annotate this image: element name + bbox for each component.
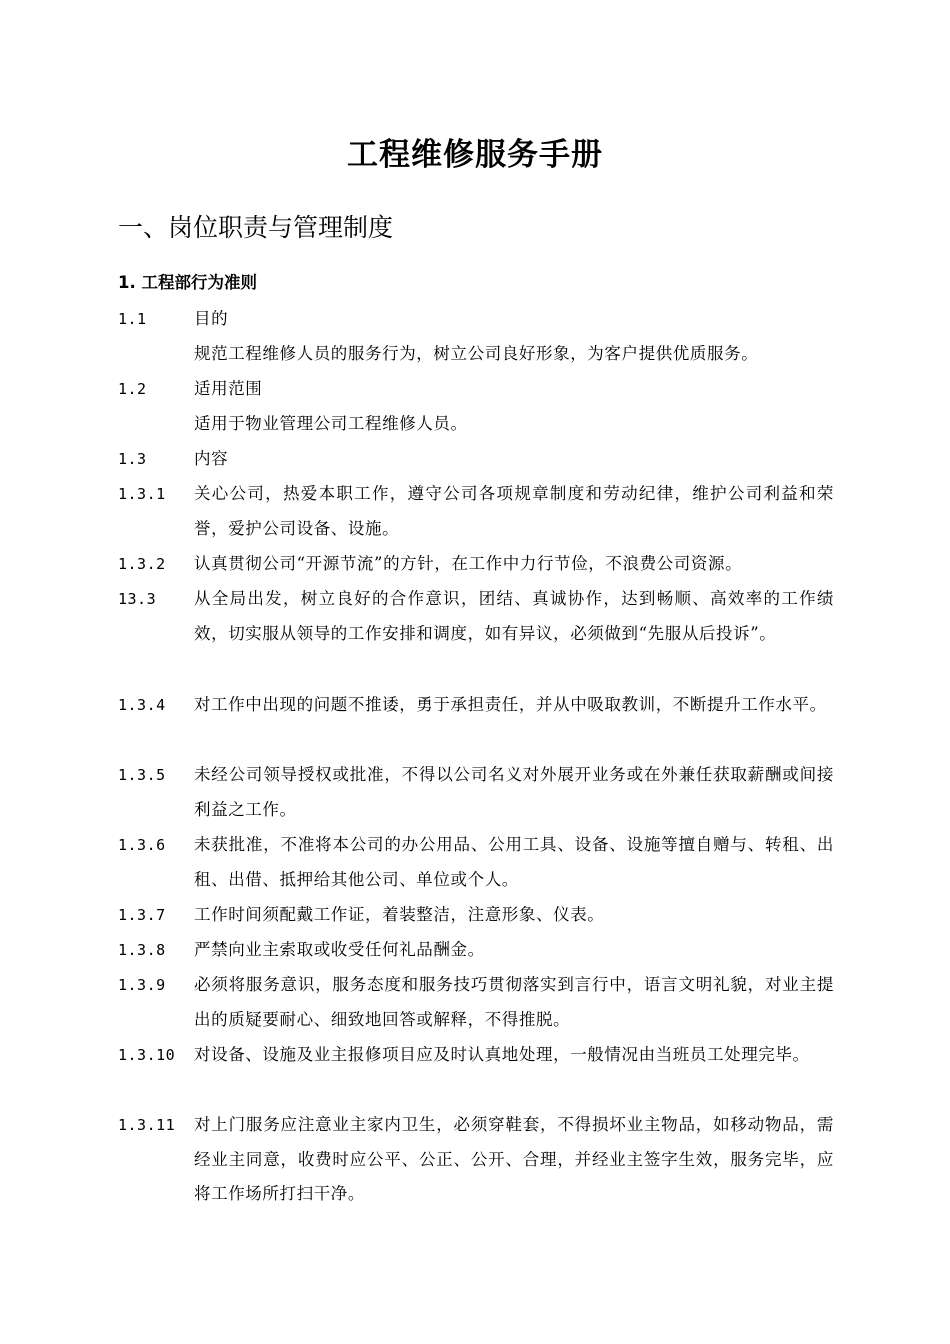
item-text: 工作时间须配戴工作证，着装整洁，注意形象、仪表。 (194, 905, 605, 924)
item-text: 必须将服务意识，服务态度和服务技巧贯彻落实到言行中，语言文明礼貌，对业主提出的质疑要耐心、细致地回答或解释，不得推脱。 (194, 975, 834, 1029)
item-text: 适用范围 (194, 379, 263, 398)
list-item (118, 582, 834, 651)
list-item (118, 758, 834, 827)
item-number: 1.3.9 (118, 976, 166, 994)
item-text: 未经公司领导授权或批准，不得以公司名义对外展开业务或在外兼任获取薪酬或间接利益之工作。 (194, 765, 834, 819)
list-item (118, 477, 834, 546)
item-text: 对上门服务应注意业主家内卫生，必须穿鞋套，不得损坏业主物品，如移动物品，需经业主同意，收费时应公平、公正、公开、合理，并经业主签字生效，服务完毕，应将工作场所打扫干净。 (194, 1115, 834, 1203)
item-text: 严禁向业主索取或收受任何礼品酬金。 (194, 940, 485, 959)
item-number: 1.3.5 (118, 766, 166, 784)
item-text: 认真贯彻公司“开源节流”的方针，在工作中力行节俭，不浪费公司资源。 (194, 554, 743, 573)
item-number: 1.1 (118, 310, 147, 328)
item-text: 内容 (194, 449, 229, 468)
list-item (118, 933, 834, 968)
item-text: 目的 (194, 309, 229, 328)
list-item (118, 1038, 834, 1073)
list-item (118, 688, 834, 723)
item-text: 适用于物业管理公司工程维修人员。 (194, 414, 468, 433)
list-item (118, 337, 834, 372)
section-heading: 一、岗位职责与管理制度 (118, 213, 394, 242)
list-item (118, 302, 834, 337)
item-number: 1.3.1 (118, 485, 166, 503)
item-number: 1.3.7 (118, 906, 166, 924)
item-number: 1.3.2 (118, 555, 166, 573)
item-text: 未获批准，不准将本公司的办公用品、公用工具、设备、设施等擅自赠与、转租、出租、出借、抵押给其他公司、单位或个人。 (194, 835, 834, 889)
list-item (118, 547, 834, 582)
item-text: 规范工程维修人员的服务行为，树立公司良好形象，为客户提供优质服务。 (194, 344, 759, 363)
item-text: 对工作中出现的问题不推诿，勇于承担责任，并从中吸取教训，不断提升工作水平。 (194, 695, 827, 714)
list-item (118, 828, 834, 897)
item-number: 1.3 (118, 450, 147, 468)
item-text: 对设备、设施及业主报修项目应及时认真地处理，一般情况由当班员工处理完毕。 (194, 1045, 810, 1064)
list-item (118, 442, 834, 477)
list-item (118, 898, 834, 933)
list-item (118, 407, 834, 442)
item-number: 1.3.4 (118, 696, 166, 714)
item-number: 1.3.10 (118, 1046, 176, 1064)
item-text: 从全局出发，树立良好的合作意识，团结、真诚协作，达到畅顺、高效率的工作绩效，切实服从领导的工作安排和调度，如有异议，必须做到“先服从后投诉”。 (194, 589, 834, 643)
item-number: 1.3.11 (118, 1116, 176, 1134)
subsection-heading: 1. 工程部行为准则 (118, 273, 257, 292)
item-number: 13.3 (118, 590, 157, 608)
list-item (118, 968, 834, 1037)
item-text: 关心公司，热爱本职工作，遵守公司各项规章制度和劳动纪律，维护公司利益和荣誉，爱护公司设备、设施。 (194, 484, 834, 538)
item-number: 1.2 (118, 380, 147, 398)
document-title: 工程维修服务手册 (347, 137, 603, 173)
list-item (118, 372, 834, 407)
list-item (118, 1108, 834, 1212)
item-number: 1.3.8 (118, 941, 166, 959)
item-number: 1.3.6 (118, 836, 166, 854)
